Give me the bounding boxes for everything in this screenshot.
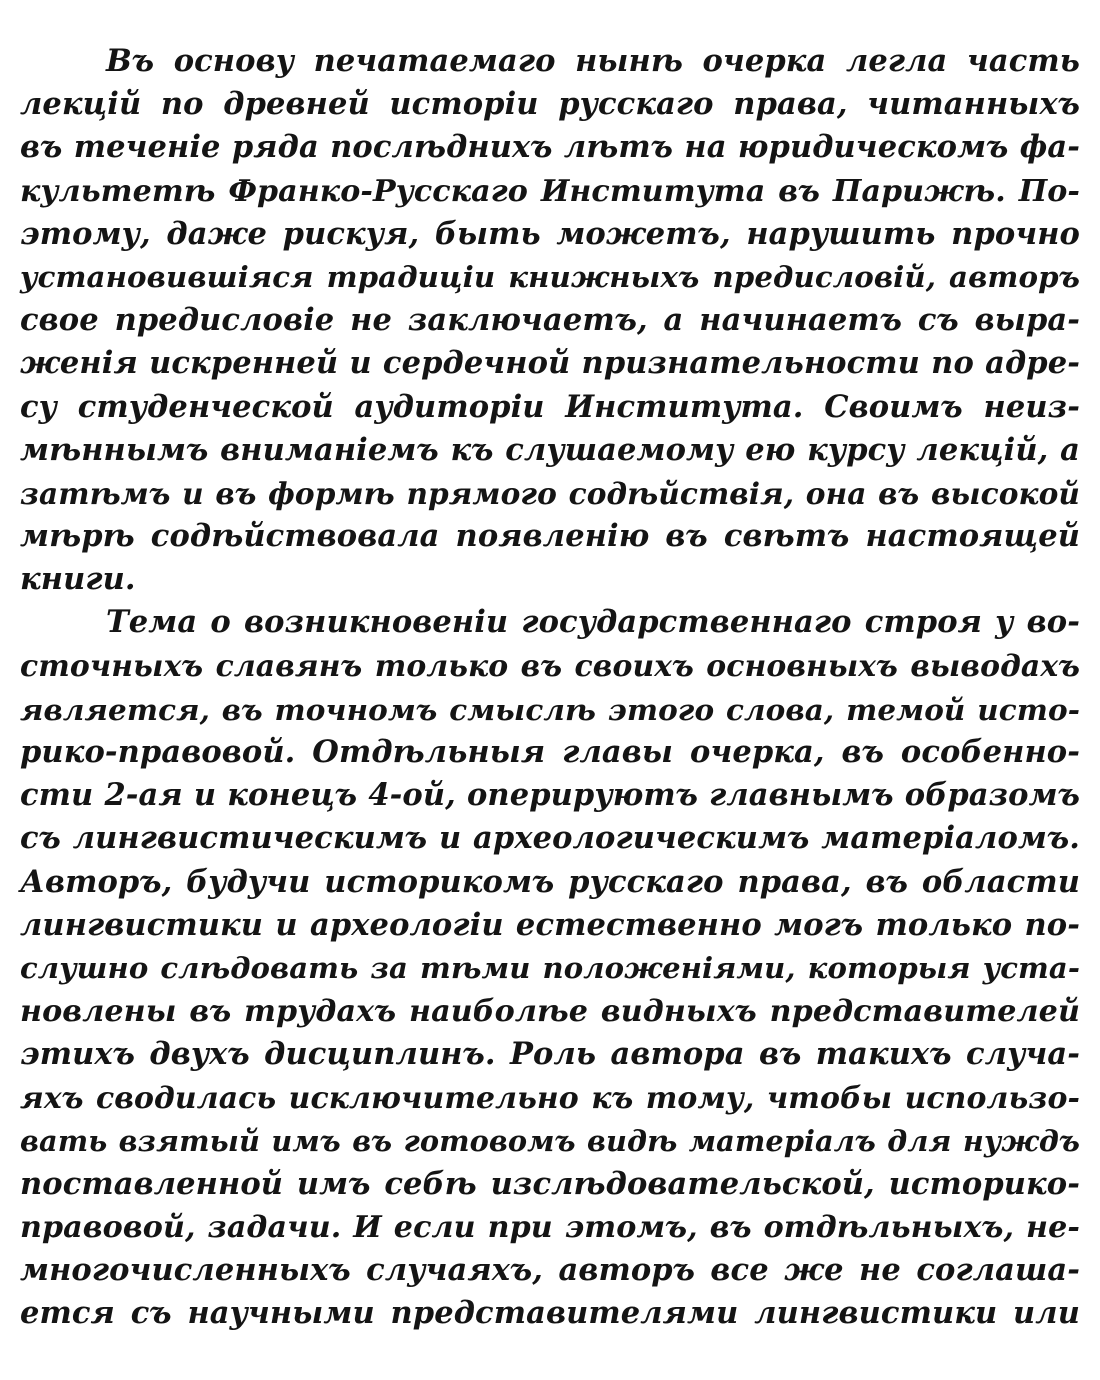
text-line: затѣмъ и въ формѣ прямого содѣйствія, она въ высокой — [20, 475, 1080, 511]
text-line: правовой, задачи. И если при этомъ, въ отдѣльныхъ, не- — [20, 1210, 1080, 1246]
text-line: сти 2-ая и конецъ 4-ой, оперируютъ главнымъ образомъ — [20, 777, 1080, 814]
text-line: ется съ научными представителями лингвистики или — [20, 1295, 1080, 1332]
paragraph — [20, 40, 1080, 601]
text-line: въ теченіе ряда послѣднихъ лѣтъ на юридическомъ фа- — [20, 129, 1080, 166]
text-line: слушно слѣдовать за тѣми положеніями, которыя уста- — [20, 950, 1080, 985]
text-line: новлены въ трудахъ наиболѣе видныхъ представителей — [20, 994, 1080, 1030]
text-line: рико-правовой. Отдѣльныя главы очерка, въ особенно- — [20, 734, 1080, 770]
text-line: женія искренней и сердечной признательности по адре- — [20, 345, 1080, 382]
text-line: поставленной имъ себѣ изслѣдовательской, историко- — [20, 1165, 1080, 1202]
text-line: Тема о возникновеніи государственнаго строя у во- — [106, 604, 1080, 641]
text-line: книги. — [20, 561, 136, 598]
text-line: этому, даже рискуя, быть можетъ, нарушить прочно — [20, 215, 1080, 252]
text-line: Въ основу печатаемаго нынѣ очерка легла часть — [106, 43, 1080, 79]
text-line: вать взятый имъ въ готовомъ видѣ матеріалъ для нуждъ — [20, 1123, 1080, 1158]
text-line: многочисленныхъ случаяхъ, авторъ все же не соглаша- — [20, 1252, 1080, 1289]
paragraph — [20, 601, 1080, 1335]
text-line: свое предисловіе не заключаетъ, а начинаетъ съ выра- — [20, 302, 1080, 339]
text-line: этихъ двухъ дисциплинъ. Роль автора въ такихъ случа- — [20, 1036, 1080, 1073]
text-line: мѣрѣ содѣйствовала появленію въ свѣтъ настоящей — [20, 518, 1080, 555]
text-line: культетѣ Франко-Русскаго Института въ Парижѣ. По- — [20, 173, 1080, 209]
text-line: мѣннымъ вниманіемъ къ слушаемому ею курсу лекцій, а — [20, 431, 1080, 468]
text-line: съ лингвистическимъ и археологическимъ матеріаломъ. — [20, 820, 1080, 857]
text-line: лекцій по древней исторіи русскаго права, читанныхъ — [20, 86, 1080, 123]
body-text — [20, 40, 1080, 1336]
text-line: лингвистики и археологіи естественно могъ только по- — [20, 906, 1080, 943]
text-line: Авторъ, будучи историкомъ русскаго права, въ области — [20, 863, 1080, 900]
text-line: сточныхъ славянъ только въ своихъ основныхъ выводахъ — [20, 648, 1080, 684]
text-line: является, въ точномъ смыслѣ этого слова, темой исто- — [20, 691, 1080, 727]
text-line: установившіяся традиціи книжныхъ предисловій, авторъ — [20, 259, 1080, 294]
text-line: су студенческой аудиторіи Института. Своимъ неиз- — [20, 388, 1080, 425]
text-line: яхъ сводилась исключительно къ тому, чтобы использо- — [20, 1080, 1080, 1116]
